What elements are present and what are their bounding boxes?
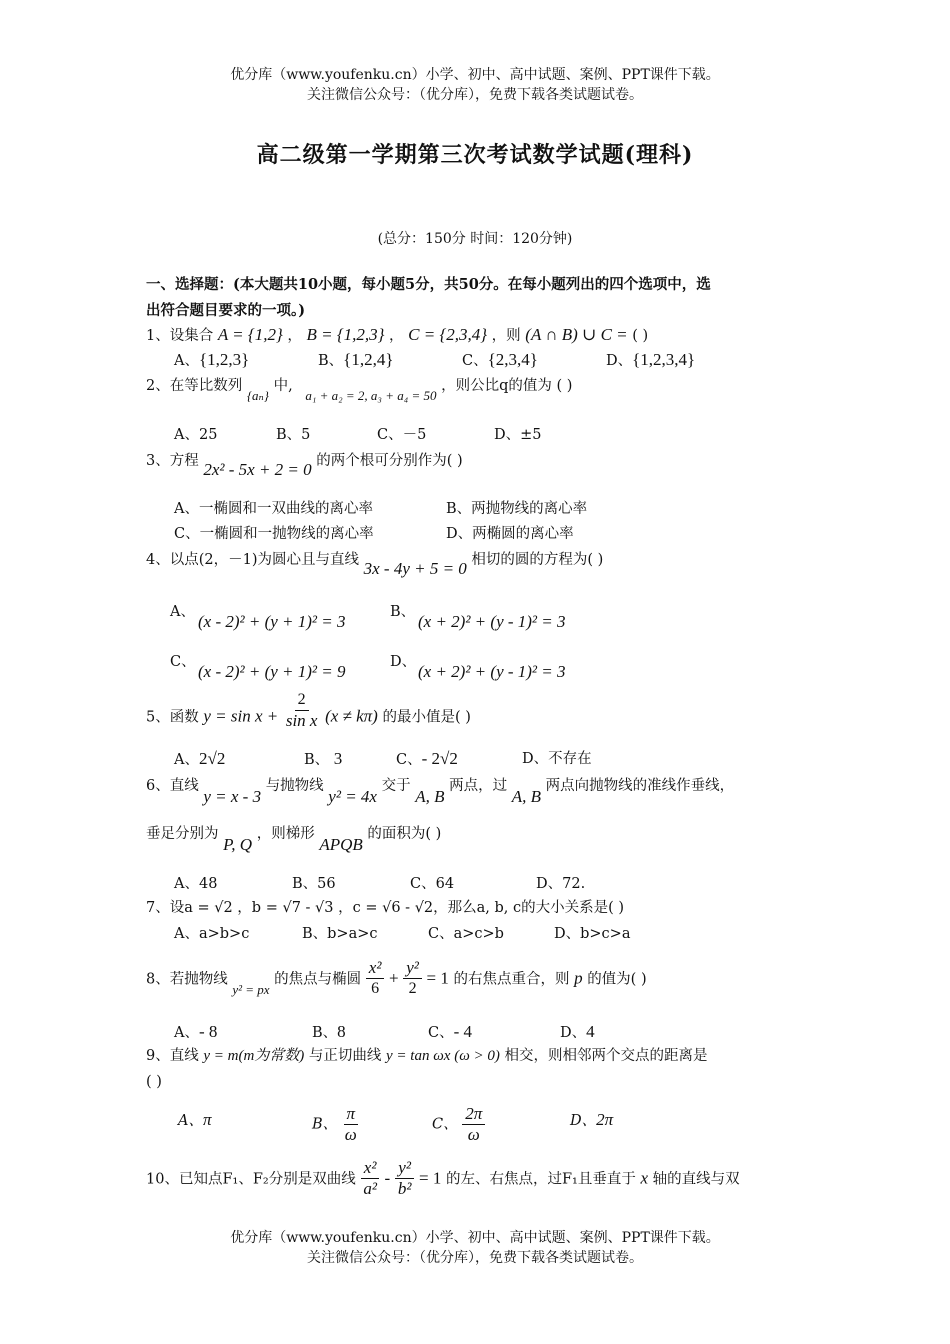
q1-text-4: ，则 xyxy=(491,328,521,344)
q6-option-b: B、56 xyxy=(292,876,336,892)
q4-option-d: (x + 2)² + (y - 1)² = 3 xyxy=(418,662,566,681)
question-7-stem: 7、设a = √2 ，b = √7 - √3 ，c = √6 - √2，那么a, b, c的大小关系是( ) xyxy=(146,900,625,916)
question-6-stem-line-2: 垂足分别为 P, Q ，则梯形 APQB 的面积为( ) xyxy=(146,826,442,854)
q4-option-d-label: D、 xyxy=(390,654,417,670)
q8-fraction-x: $\frac{\text{x²}}{6}$ xyxy=(366,958,385,999)
q6-points-2: A, B xyxy=(511,787,541,806)
q2-option-c: C、－5 xyxy=(377,427,427,443)
q1-set-b: B = {1,2,3} xyxy=(306,325,385,344)
q1-text-3: ， xyxy=(389,328,404,344)
q5-option-c: C、- 2√2 xyxy=(396,749,458,768)
footer-line-1: 优分库（www.youfenku.cn）小学、初中、高中试题、案例、PPT课件下载。 xyxy=(230,1230,720,1246)
q2-option-a: A、25 xyxy=(174,427,218,443)
q6-line: y = x - 3 xyxy=(203,787,262,806)
q2-option-b: B、5 xyxy=(276,427,311,443)
q9-option-a: A、π xyxy=(178,1110,212,1129)
q4-option-c: (x - 2)² + (y + 1)² = 9 xyxy=(198,662,346,681)
q6-trapezoid: APQB xyxy=(319,835,363,854)
q6-points: A, B xyxy=(415,787,445,806)
q8-option-c: C、- 4 xyxy=(428,1022,473,1041)
q5-option-b: B、 3 xyxy=(304,749,343,768)
q8-parabola: y² = px xyxy=(232,981,270,997)
q1-option-a: A、{1,2,3} xyxy=(174,350,250,369)
q5-fraction: $\frac{2}{\text{sin x}}$ xyxy=(285,691,318,730)
q6-feet: P, Q xyxy=(223,835,253,854)
q6-option-c: C、64 xyxy=(410,876,455,892)
question-8-stem: 8、若抛物线 y² = px 的焦点与椭圆 $\frac{\text{x²}}{6}$ + $\frac{\text{y²}}{2}$ = 1 的右焦点重合，则 p 的值为( ) xyxy=(146,958,647,997)
question-4-stem: 4、以点(2，－1)为圆心且与直线 3x - 4y + 5 = 0 相切的圆的方程为( ) xyxy=(146,552,604,578)
q3-equation: 2x² - 5x + 2 = 0 xyxy=(203,460,312,479)
q1-text-1: 1、设集合 xyxy=(146,328,214,344)
q2-option-d: D、±5 xyxy=(494,427,542,443)
question-3-stem: 3、方程 2x² - 5x + 2 = 0 的两个根可分别作为( ) xyxy=(146,453,463,479)
footer-line-2: 关注微信公众号：（优分库），免费下载各类试题试卷。 xyxy=(307,1250,643,1266)
q6-parabola: y² = 4x xyxy=(328,787,377,806)
q9-option-d: D、2π xyxy=(570,1110,614,1129)
header-line-1: 优分库（www.youfenku.cn）小学、初中、高中试题、案例、PPT课件下载。 xyxy=(230,67,720,83)
q3-option-a: A、一椭圆和一双曲线的离心率 xyxy=(174,501,373,517)
q1-answer-blank: ( ) xyxy=(632,328,649,344)
q7-option-b: B、b>a>c xyxy=(302,926,378,942)
q8-option-d: D、4 xyxy=(560,1022,595,1041)
q7-option-c: C、a>c>b xyxy=(428,926,504,942)
question-9-stem-line-2: ( ) xyxy=(146,1074,162,1090)
q10-fraction-x: $\frac{\text{x²}}{\text{a²}}$ xyxy=(360,1158,380,1199)
question-9-stem-line-1: 9、直线 y = m(m为常数) 与正切曲线 y = tan ωx (ω > 0) 相交，则相邻两个交点的距离是 xyxy=(146,1048,708,1064)
question-2-stem: 2、在等比数列 {aₙ} 中, a₁ + a₂ = 2, a₃ + a₄ = 50 ，则公比q的值为 ( ) xyxy=(146,378,573,403)
q5-option-a: A、2√2 xyxy=(174,749,226,768)
q3-option-b: B、两抛物线的离心率 xyxy=(446,501,588,517)
q4-option-b: (x + 2)² + (y - 1)² = 3 xyxy=(418,612,566,631)
q4-line: 3x - 4y + 5 = 0 xyxy=(363,559,467,578)
question-6-stem-line-1: 6、直线 y = x - 3 与抛物线 y² = 4x 交于 A, B 两点，过 A, B 两点向抛物线的准线作垂线， xyxy=(146,778,735,806)
q1-option-c: C、{2,3,4} xyxy=(462,350,538,369)
q9-tangent-curve: y = tan ωx (ω > 0) xyxy=(386,1048,500,1064)
q8-option-b: B、8 xyxy=(312,1022,346,1041)
question-1-stem xyxy=(146,325,648,346)
q8-fraction-y: $\frac{\text{y²}}{2}$ xyxy=(403,958,422,999)
q1-set-c: C = {2,3,4} xyxy=(408,325,488,344)
exam-info: (总分：150分 时间：120分钟) xyxy=(377,231,573,247)
q6-option-a: A、48 xyxy=(174,876,218,892)
q5-option-d: D、不存在 xyxy=(522,751,592,767)
q3-option-c: C、一椭圆和一抛物线的离心率 xyxy=(174,526,374,542)
q2-condition: a₁ + a₂ = 2, a₃ + a₄ = 50 xyxy=(305,388,437,403)
q4-option-a: (x - 2)² + (y + 1)² = 3 xyxy=(198,612,346,631)
q5-lhs: y = sin x + xyxy=(203,706,279,726)
q1-expression: (A ∩ B) ∪ C = xyxy=(525,325,628,344)
q4-option-b-label: B、 xyxy=(390,604,416,620)
q1-option-b: B、{1,2,4} xyxy=(318,350,394,369)
q7-option-d: D、b>c>a xyxy=(554,926,631,942)
question-10-stem: 10、已知点F₁、F₂分别是双曲线 $\frac{\text{x²}}{\text{a²}}$ - $\frac{\text{y²}}{\text{b²}}$ = 1 的左、右焦点，过F₁且垂直于 x 轴的直线与双 xyxy=(146,1158,740,1198)
q5-condition: (x ≠ kπ) xyxy=(325,706,378,726)
section-heading-line-1: 一、选择题：(本大题共10小题，每小题5分，共50分。在每小题列出的四个选项中，选 xyxy=(146,276,711,293)
q8-option-a: A、- 8 xyxy=(174,1022,218,1041)
q1-option-d: D、{1,2,3,4} xyxy=(606,350,696,369)
page-title: 高二级第一学期第三次考试数学试题(理科) xyxy=(256,142,694,168)
q9-option-c: C、 $\frac{2\pi}{\omega}$ xyxy=(432,1104,485,1145)
q1-text-2: ， xyxy=(287,328,302,344)
header-line-2: 关注微信公众号：（优分库），免费下载各类试题试卷。 xyxy=(307,87,643,103)
q9-option-b: B、 $\frac{\pi}{\omega}$ xyxy=(312,1104,357,1144)
q4-option-a-label: A、 xyxy=(170,604,195,620)
q4-option-c-label: C、 xyxy=(170,654,196,670)
section-heading-line-2: 出符合题目要求的一项。) xyxy=(146,302,306,319)
q10-fraction-y: $\frac{\text{y²}}{\text{b²}}$ xyxy=(395,1158,415,1199)
q7-option-a: A、a>b>c xyxy=(174,926,250,942)
q2-sequence: {aₙ} xyxy=(246,388,270,403)
q3-option-d: D、两椭圆的离心率 xyxy=(446,526,574,542)
q6-option-d: D、72. xyxy=(536,876,586,892)
q1-set-a: A = {1,2} xyxy=(217,325,283,344)
question-5-stem: 5、函数 y = sin x + $\frac{2}{\text{sin x}}$ (x ≠ kπ) 的最小值是( ) xyxy=(146,691,471,730)
q9-line: y = m(m为常数) xyxy=(203,1048,305,1064)
